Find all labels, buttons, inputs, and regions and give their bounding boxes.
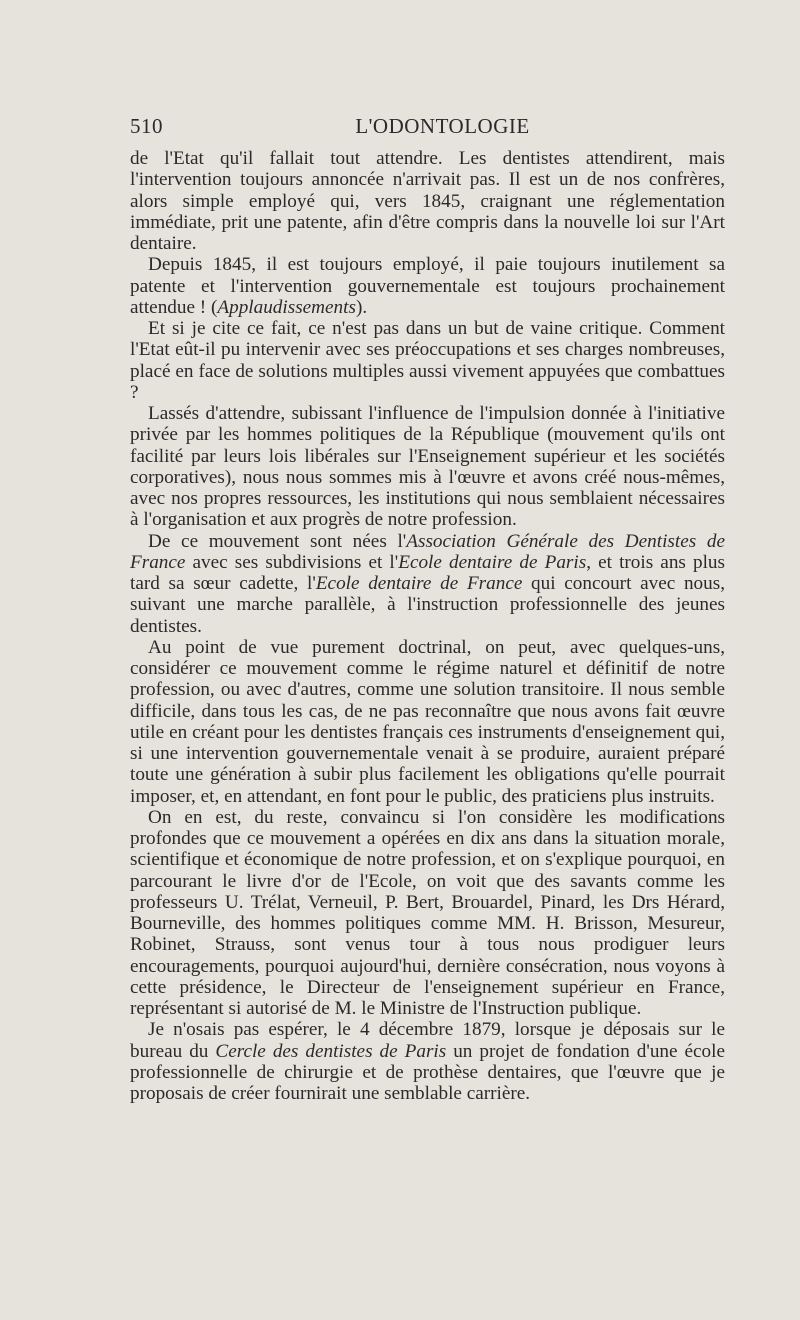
text-run: qui concourt avec nous, suivant une marche parallèle, à l'instruction professionnelle des jeunes dentistes. — [130, 573, 725, 637]
paragraph — [130, 318, 725, 403]
text-run: Au point de vue purement doctrinal, on peut, avec quelques-uns, considérer ce mouvement comme le régime naturel et définitif de notre profession, ou avec d'autres, comme une solution transitoire. Il nous semble difficile, dans tous les cas, de ne pas reconnaître que nous avons fait œuvre utile en créant pour les dentistes français ces instruments d'enseignement qui, si une intervention gouvernementale venait à se produire, auraient préparé toute une génération à subir plus facilement les obligations qu'elle pourrait imposer, et, en attendant, en font pour le public, des praticiens plus instruits. — [130, 636, 725, 807]
text-run: On en est, du reste, convaincu si l'on considère les modifications profondes que ce mouvement a opérées en dix ans dans la situation morale, scientifique et économique de notre profession, et on s'explique pourquoi, en parcourant le livre d'or de l'Ecole, on voit que des savants comme les professeurs U. Trélat, Verneuil, P. Bert, Brouardel, Pinard, les Drs Hérard, Bourneville, des hommes politiques comme MM. H. Brisson, Mesureur, Robinet, Strauss, sont venus tour à tous nous prodiguer leurs encouragements, pourquoi aujourd'hui, dernière consécration, nous voyons à cette présidence, le Directeur de l'enseignement supérieur en France, représentant si autorisé de M. le Ministre de l'Instruction publique. — [130, 806, 725, 1019]
text-run: avec ses subdivisions et l' — [185, 551, 399, 573]
italic-text: Association Générale des Dentistes de France — [130, 530, 725, 573]
italic-text: Applaudissements — [217, 296, 356, 318]
body-text — [130, 148, 725, 1104]
page-header — [130, 114, 725, 140]
paragraph — [130, 1019, 725, 1104]
italic-text: Ecole dentaire de France — [315, 573, 523, 594]
text-run: Depuis 1845, il est toujours employé, il paie toujours inutilement sa patente et l'intervention gouvernementale est toujours prochainement attendue ! ( — [130, 254, 725, 318]
text-run: De ce mouvement sont nées l' — [148, 530, 407, 552]
page-number: 510 — [130, 114, 163, 138]
text-run: , et trois ans plus tard sa sœur cadette, l' — [130, 551, 725, 594]
italic-text: Cercle des dentistes de Paris — [215, 1040, 447, 1062]
paragraph — [130, 531, 725, 637]
italic-text: Ecole dentaire de Paris — [398, 551, 587, 573]
paragraph — [130, 807, 725, 1020]
text-run: un projet de fondation d'une école professionnelle de chirurgie et de prothèse dentaires, que l'œuvre que je proposais de créer fournirait une semblable carrière. — [130, 1040, 725, 1104]
text-run: ). — [355, 296, 368, 318]
running-title: L'ODONTOLOGIE — [355, 114, 530, 138]
text-run: Et si je cite ce fait, ce n'est pas dans un but de vaine critique. Comment l'Etat eût-il pu intervenir avec ses préoccupations et ses charges nombreuses, placé en face de solutions multiples aussi vivement appuyées que combattues ? — [130, 318, 725, 403]
text-run: de l'Etat qu'il fallait tout attendre. Les dentistes attendirent, mais l'intervention toujours annoncée n'arrivait pas. Il est un de nos confrères, alors simple employé qui, vers 1845, craignant une réglementation immédiate, prit une patente, afin d'être compris dans la nouvelle loi sur l'Art dentaire. — [130, 148, 725, 254]
text-run: Je n'osais pas espérer, le 4 décembre 1879, lorsque je déposais sur le bureau du — [130, 1019, 725, 1062]
paragraph — [130, 148, 725, 254]
paragraph — [130, 637, 725, 807]
paragraph — [130, 403, 725, 531]
text-run: Lassés d'attendre, subissant l'influence de l'impulsion donnée à l'initiative privée par les hommes politiques de la République (mouvement qu'ils ont facilité par leurs lois libérales sur l'Enseignement supérieur et les sociétés corporatives), nous nous sommes mis à l'œuvre et avons créé nous-mêmes, avec nos propres ressources, les institutions qui nous semblaient nécessaires à l'organisation et aux progrès de notre profession. — [130, 403, 725, 531]
paragraph — [130, 254, 725, 318]
